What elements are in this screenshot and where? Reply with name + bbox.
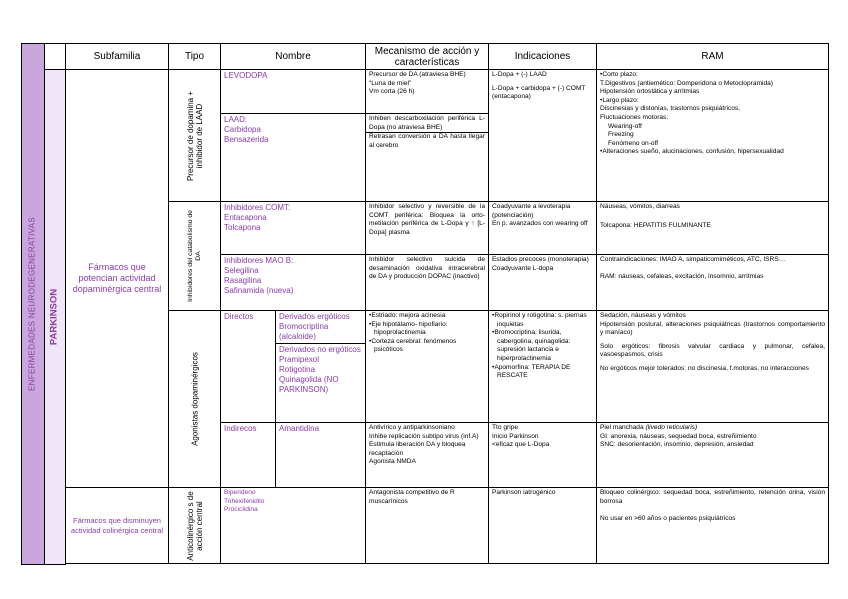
nombre-laad-title: LAAD: [224,115,248,124]
tipo-agonistas [169,311,221,488]
ram-piel-note: (livedo reticularis) [645,424,698,431]
indicaciones-comt [489,202,597,255]
indicaciones-line: L-Dopa + carbidopa + (-) COMT (entacapona) [492,84,586,101]
nombre-mao-title: Inhibidores MAO B: [224,256,294,265]
nombre-tolcapona: Tolcapona [224,223,261,232]
tipo-anticolinergicos-label: Anticolinérgico s de acción central [185,490,204,561]
nombre-directos: Directos [221,311,276,423]
ram-line: Fenómeno on-off [608,139,659,147]
indicaciones-mao [489,255,597,311]
mecanismo-anticolinergicos: Antagonista competitivo de R muscarínicos [366,488,489,564]
mecanismo-laad-line: Retrasan conversión a DA hasta llegar al cerebro [369,133,486,149]
ram-line: Wearing-off [608,122,642,130]
tipo-laad [169,70,221,202]
drug-table [21,43,829,565]
ram-line: SNC: desorientación, insomnio, depresión, ansiedad [600,441,754,449]
mecanismo-line: • Corteza cerebral: fenómenos psicóticos [369,338,485,355]
mecanismo-line: Agonista NMDA [369,458,416,466]
header-mecanismo: Mecanismo de acción y características [366,44,489,70]
nombre-levodopa: LEVODOPA [221,70,365,114]
tipo-agonistas-label: Agonistas dopaminérgicos [190,352,199,446]
nombre-no-ergoticos [276,344,365,396]
tipo-anticolinergicos [169,488,221,564]
mecanismo-levodopa-line: “Luna de miel” [369,79,412,87]
indicaciones-line: <eficaz que L-Dopa [492,441,550,449]
ram-line: T.Digestivos (antiemético: Domperidona o Metoclopramida) [600,79,773,87]
nombre-biperideno: Biperideno [224,489,256,496]
nombre-pramipexol: Pramipexol [279,355,320,364]
indicaciones-line: Inicio Parkinson [492,432,539,440]
header-indicaciones: Indicaciones [489,44,597,70]
disease-parkinson [45,70,66,565]
nombre-ergot-title: Derivados ergóticos [279,312,350,321]
indicaciones-indirectos [489,423,597,488]
nombre-selegilina: Selegilina [224,266,259,275]
nombre-rotigotina: Rotigotina [279,365,316,374]
nombre-ergoticos [276,311,365,344]
nombre-prociclidina: Prociclidina [224,506,258,514]
indicaciones-levodopa [489,70,597,202]
indicaciones-line: L-Dopa + (-) LAAD [492,71,547,78]
header-ram: RAM [597,44,829,70]
mecanismo-laad [366,70,489,202]
ram-line: • Largo plazo: [600,97,825,106]
ram-line: RAM: náuseas, cefaleas, excitación, insomnio, arritmias [600,272,764,280]
ram-piel-label: Piel manchada [600,424,644,431]
ram-line: Tolcapona: HEPATITIS FULMINANTE [600,221,711,229]
indicaciones-anticolinergicos: Parkinson iatrogénico [489,488,597,564]
ram-line: Hipotensión postural, alteraciones psiquiátricas (trastornos comportamiento y maníaco) [600,320,826,337]
nombre-laad [221,70,366,202]
ram-line: Discinesias y distonías, trastornos psiquiátricos, [600,105,741,113]
nombre-carbidopa: Carbidopa [224,125,261,134]
category-enfermedades-label: ENFERMEDADES NEURODEGENERATIVAS [27,216,37,391]
ram-mao [597,255,829,311]
mecanismo-laad-line: Inhiben descarboxilación periférica L-Dopa (no atraviesa BHE) [366,115,488,133]
ram-line: Náuseas, vómitos, diarreas [600,203,680,210]
ram-laad [597,70,829,202]
indicaciones-line: Tto gripe [492,424,519,431]
ram-anticolinergicos [597,488,829,564]
mecanismo-comt: Inhibidor selectivo y reversible de la COMT periférica: Bloquea la orto-metilación periférica de L-Dopa y ↑ [L- Dopa] plasma [366,202,489,255]
nombre-comt [221,202,366,255]
ram-comt [597,202,829,255]
nombre-rasagilina: Rasagilina [224,276,262,285]
indicaciones-directos [489,311,597,423]
nombre-entacapona: Entacapona [224,213,267,222]
indicaciones-line: • Apomorfina: TERAPIA DE RESCATE [492,364,593,381]
nombre-amantidina: Amantidina [276,423,366,488]
indicaciones-line: Coadyuvante L-dopa [492,264,554,272]
mecanismo-directos [366,311,489,423]
indicaciones-line: Estadios precoces (monoterapia) [492,256,589,263]
nombre-bensazerida: Bensazerida [224,135,269,144]
mecanismo-line: • Eje hipotálamo- hipofiario: hipoprolactinemia [369,321,485,338]
nombre-bromocriptina: Bromocriptina (alcaloide) [279,322,329,341]
ram-line: Bloqueo colinérgico: sequedad boca, estreñimiento, retención orina, visión borrosa [600,489,826,505]
mecanismo-line: Inhibe replicación subtipo virus (inf.A) [369,432,479,440]
indicaciones-line: • Ropirinol y rotigotina: s. piernas inquietas [492,312,593,329]
ram-line: Solo ergóticos: fibrosis valvular cardiaca y pulmonar, cefalea, vasoespasmos, crisis [600,342,826,359]
nombre-no-ergot-title: Derivados no ergóticos [279,345,361,354]
subfamily-disminuyen: Fármacos que disminuyen actividad colinérgica central [66,488,169,564]
tipo-catabolismo-label: Inhibidores del catabolismo de DA [186,210,202,302]
mecanismo-indirectos [366,423,489,488]
mecanismo-levodopa-line: Precursor de DA (atraviesa BHE) [369,71,466,78]
header-subfamilia: Subfamilia [66,44,169,70]
ram-line: • Corto plazo: [600,71,825,80]
header-nombre: Nombre [221,44,366,70]
ram-line: • Alteraciones sueño, alucinaciones, confusión, hipersexualidad [600,148,825,157]
mecanismo-mao: Inhibidor selectivo suicida de desaminación oxidativa intracerebral de DA y producción DOPAC (inactivo) [366,255,489,311]
mecanismo-levodopa [366,70,488,114]
ram-indirectos [597,423,829,488]
subfamily-potencian: Fármacos que potencian actividad dopaminérgica central [66,70,169,488]
indicaciones-line: En p. avanzados con wearing off [492,220,588,228]
ram-directos [597,311,829,423]
ram-line: GI: anorexia, náuseas, sequedad boca, estreñimiento [600,432,757,440]
nombre-quinagolida: Quinagolida (NO PARKINSON) [279,375,339,394]
mecanismo-line: Antivírico y antiparkinsoniano [369,424,455,431]
mecanismo-laad-text [366,114,488,151]
mecanismo-line: • Estriado: mejora acinesia [369,312,485,321]
nombre-laad-list [221,114,365,146]
ram-line: Hipotensión ortostática y arritmias [600,88,700,96]
ram-line: No ergóticos mejor tolerados: no discinesia, f.motoras, no interacciones [600,364,809,372]
header-blank [45,44,66,70]
ram-line: Sedación, náuseas y vómitos [600,312,686,319]
nombre-mao [221,255,366,311]
table-end [66,564,829,565]
mecanismo-line: Estimula liberación DA y bloquea recaptación [369,441,466,457]
tipo-catabolismo [169,202,221,311]
nombre-anticolinergicos [221,488,366,564]
nombre-directos-list [276,311,366,423]
nombre-trihexifenidilo: Trihexifenidilo [224,497,265,505]
nombre-comt-title: Inhibidores COMT: [224,203,291,212]
ram-line: No usar en >60 años o pacientes psiquiátricos [600,515,736,523]
indicaciones-line: Coadyuvante a levoterapia (potenciación) [492,203,571,219]
ram-line: Fluctuaciones motoras: [600,113,669,121]
mecanismo-levodopa-line: Vm corta (26 h) [369,88,415,96]
ram-line: Contraindicaciones: IMAO A, simpaticomiméticos, ATC, ISRS… [600,256,786,263]
indicaciones-line: • Bromocriptina, lisurida, cabergolina, quinagolida: supresión lactancia e hiperprolactinemia [492,329,593,363]
tipo-laad-label: Precursor de dopamina + inhibidor de LAAD [185,90,204,181]
disease-parkinson-label: PARKINSON [48,288,60,345]
header-tipo: Tipo [169,44,221,70]
category-enfermedades [22,44,45,565]
nombre-safinamida: Safinamida (nueva) [224,286,294,295]
ram-line [600,424,825,433]
ram-line: Freezing [608,131,634,139]
nombre-indirectos: Indirecos [221,423,276,488]
